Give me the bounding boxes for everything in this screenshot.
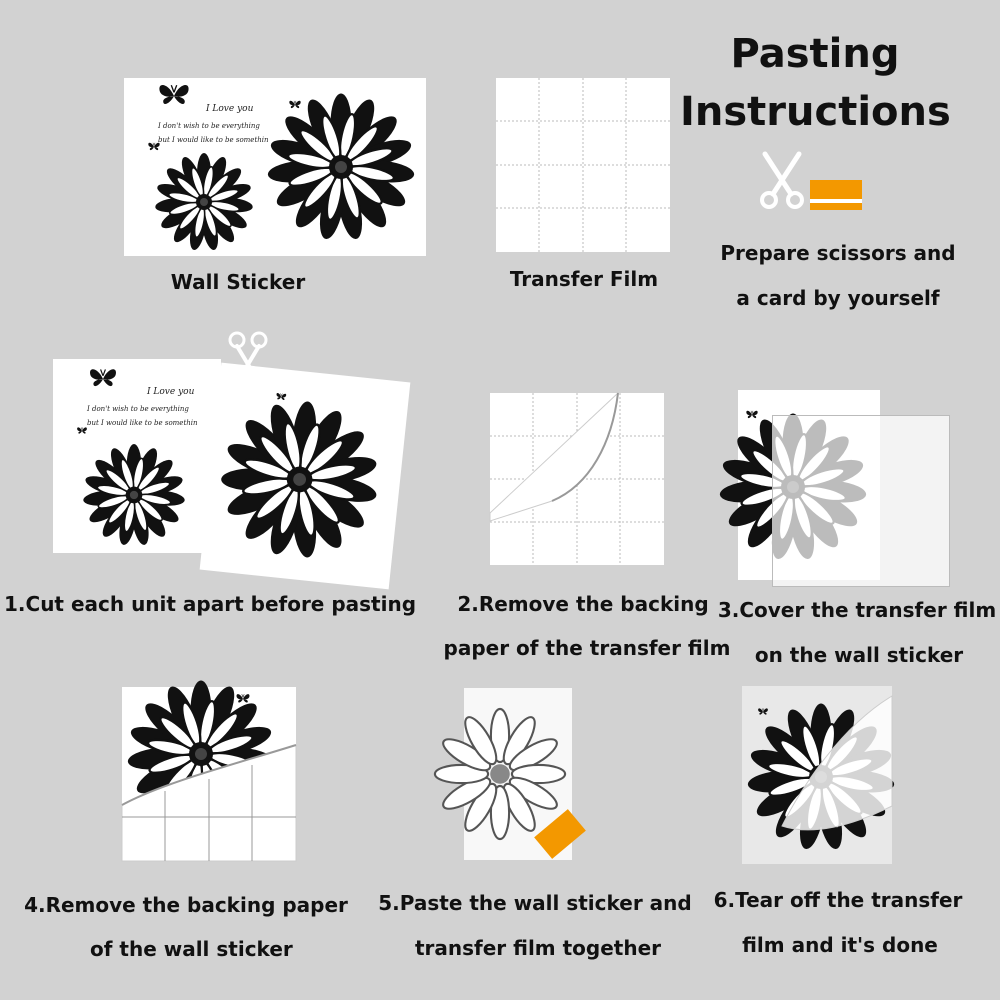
page-title-line2: Instructions <box>680 89 951 135</box>
sticker-text-line3: but I would like to be somethin <box>158 136 269 144</box>
step4-label-line2: of the wall sticker <box>90 937 293 961</box>
step4-panel <box>122 687 296 861</box>
transfer-film-peel <box>742 686 892 864</box>
sticker-text-line2: I don't wish to be everything <box>158 122 260 130</box>
step6-label-line1: 6.Tear off the transfer <box>713 888 963 912</box>
backing-paper-peel <box>122 687 296 861</box>
transfer-film-label: Transfer Film <box>509 267 659 291</box>
step1-left-piece <box>53 359 221 553</box>
butterfly-icon <box>154 78 194 114</box>
transfer-film-panel <box>496 78 670 252</box>
step5-label-line1: 5.Paste the wall sticker and <box>378 891 692 915</box>
small-flower-graphic <box>69 443 199 547</box>
step3-label-line1: 3.Cover the transfer film <box>717 598 997 622</box>
butterfly-icon <box>85 363 121 395</box>
sticker-text-line1: I Love you <box>147 387 195 397</box>
step4-label-line1: 4.Remove the backing paper <box>24 893 348 917</box>
sticker-text-line3: but I would like to be somethin <box>87 419 198 427</box>
step3-label-line2: on the wall sticker <box>754 643 964 667</box>
page-title-line1: Pasting <box>730 31 900 77</box>
large-flower-graphic <box>266 92 416 242</box>
step5-label-line2: transfer film together <box>414 936 662 960</box>
step2-label-line2: paper of the transfer film <box>443 636 731 660</box>
step3-transfer-film <box>772 415 950 587</box>
wall-sticker-panel <box>124 78 426 256</box>
sticker-text-line2: I don't wish to be everything <box>87 405 189 413</box>
step2-label-line1: 2.Remove the backing <box>457 592 709 616</box>
small-flower-graphic <box>144 152 264 252</box>
step6-label-line2: film and it's done <box>742 933 938 957</box>
scissors-icon <box>225 330 271 390</box>
scissors-icon <box>757 150 807 210</box>
step1-label-line1: 1.Cut each unit apart before pasting <box>4 592 417 616</box>
step6-panel <box>742 686 892 864</box>
grid-lines <box>490 393 664 565</box>
wall-sticker-label: Wall Sticker <box>170 270 306 294</box>
step1-right-piece <box>200 363 411 590</box>
tools-caption-line1: Prepare scissors and <box>720 241 956 265</box>
sticker-text-line1: I Love you <box>206 104 254 114</box>
grid-lines <box>496 78 670 252</box>
large-flower-graphic <box>212 392 388 568</box>
card-icon <box>810 180 862 210</box>
large-flower-graphic <box>430 704 570 844</box>
tools-caption-line2: a card by yourself <box>736 286 940 310</box>
step2-film-panel <box>490 393 664 565</box>
